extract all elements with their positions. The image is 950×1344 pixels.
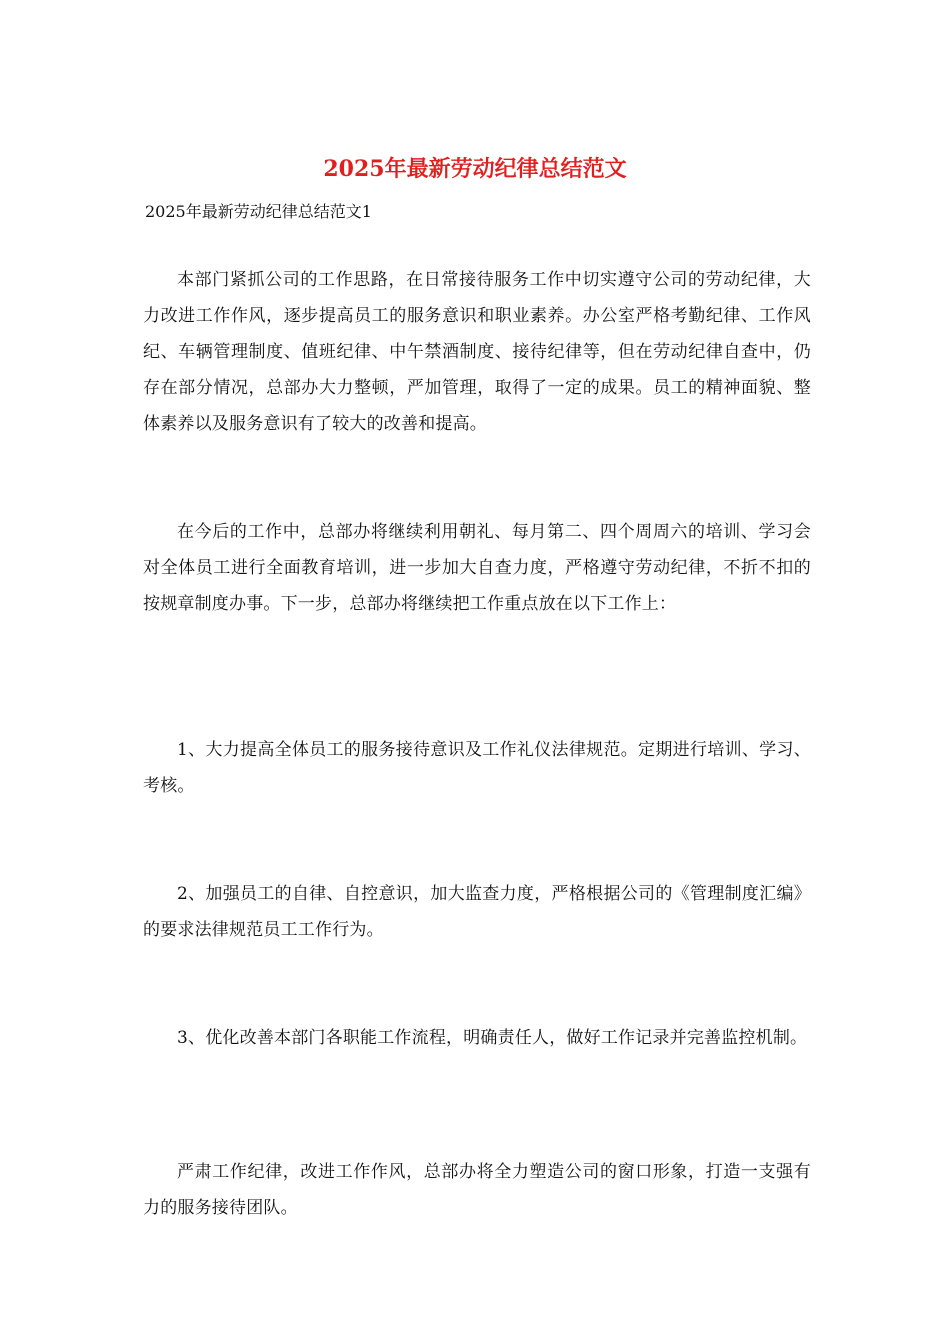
document-subtitle: 2025年最新劳动纪律总结范文1: [145, 202, 372, 221]
document-title: 2025年最新劳动纪律总结范文: [323, 156, 627, 182]
paragraph-item-3: 3、优化改善本部门各职能工作流程，明确责任人，做好工作记录并完善监控机制。: [177, 1028, 808, 1048]
paragraph-intro: 本部门紧抓公司的工作思路，在日常接待服务工作中切实遵守公司的劳动纪律，大力改进工作作风，逐步提高员工的服务意识和职业素养。办公室严格考勤纪律、工作风纪、车辆管理制度、值班纪律、中午禁酒制度、接待纪律等，但在劳动纪律自查中，仍存在部分情况，总部办大力整顿，严加管理，取得了一定的成果。员工的精神面貌、整体素养以及服务意识有了较大的改善和提高。: [143, 270, 811, 434]
paragraph-item-2: 2、加强员工的自律、自控意识，加大监查力度，严格根据公司的《管理制度汇编》的要求法律规范员工工作行为。: [143, 884, 811, 940]
paragraph-item-1: 1、大力提高全体员工的服务接待意识及工作礼仪法律规范。定期进行培训、学习、考核。: [143, 740, 811, 796]
paragraph-conclusion: 严肃工作纪律，改进工作作风，总部办将全力塑造公司的窗口形象，打造一支强有力的服务接待团队。: [143, 1162, 811, 1218]
paragraph-plan: 在今后的工作中，总部办将继续利用朝礼、每月第二、四个周周六的培训、学习会对全体员工进行全面教育培训，进一步加大自查力度，严格遵守劳动纪律，不折不扣的按规章制度办事。下一步，总部办将继续把工作重点放在以下工作上：: [143, 522, 811, 614]
